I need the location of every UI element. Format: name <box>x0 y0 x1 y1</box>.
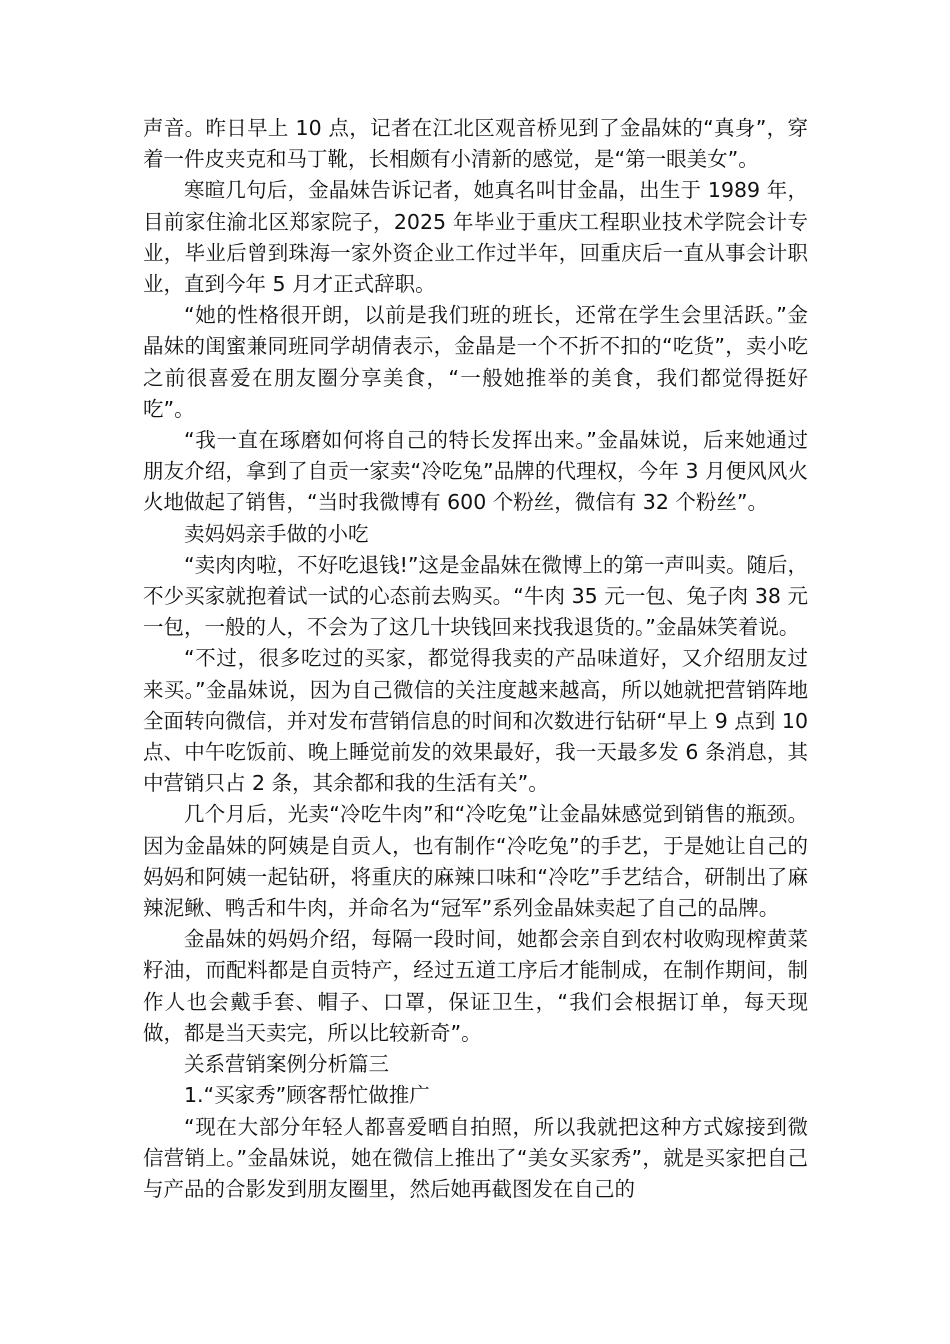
paragraph-friend-quote: “她的性格很开朗，以前是我们班的班长，还常在学生会里活跃。”金晶妹的闺蜜兼同班同学胡倩表示，金晶是一个不折不扣的“吃货”，卖小吃之前很喜爱在朋友圈分享美食，“一般她推举的美食，我们都觉得挺好吃”。 <box>143 303 808 421</box>
paragraph-buyer-show: “现在大部分年轻人都喜爱晒自拍照，所以我就把这种方式嫁接到微信营销上。”金晶妹说，她在微信上推出了“美女买家秀”，就是买家把自己与产品的合影发到朋友圈里，然后她再截图发在自己的 <box>143 1114 808 1201</box>
paragraph-own-brand: 几个月后，光卖“冷吃牛肉”和“冷吃兔”让金晶妹感觉到销售的瓶颈。因为金晶妹的阿姨是自贡人，也有制作“冷吃兔”的手艺，于是她让自己的妈妈和阿姨一起钻研，将重庆的麻辣口味和“冷吃”手艺结合，研制出了麻辣泥鳅、鸭舌和牛肉，并命名为“冠军”系列金晶妹卖起了自己的品牌。 <box>143 802 808 921</box>
paragraph-continuation: 声音。昨日早上 10 点，记者在江北区观音桥见到了金晶妹的“真身”，穿着一件皮夹克和马丁靴，长相颇有小清新的感觉，是“第一眼美女”。 <box>143 116 808 172</box>
paragraph-wechat-marketing: “不过，很多吃过的买家，都觉得我卖的产品味道好，又介绍朋友过来买。”金晶妹说，因为自己微信的关注度越来越高，所以她就把营销阵地全面转向微信，并对发布营销信息的时间和次数进行钻研“早上 9 点到 10 点、中午吃饭前、晚上睡觉前发的效果最好，我一天最多发 6 条消息，其中营销只占 2 条，其余都和我的生活有关”。 <box>143 646 808 796</box>
paragraph-background: 寒暄几句后，金晶妹告诉记者，她真名叫甘金晶，出生于 1989 年，目前家住渝北区郑家院子，2025 年毕业于重庆工程职业技术学院会计专业，毕业后曾到珠海一家外资企业工作过半年，回重庆后一直从事会计职业，直到今年 5 月才正式辞职。 <box>143 178 808 297</box>
paragraph-agency: “我一直在琢磨如何将自己的特长发挥出来。”金晶妹说，后来她通过朋友介绍，拿到了自贡一家卖“冷吃兔”品牌的代理权，今年 3 月便风风火火地做起了销售，“当时我微博有 600 个粉丝，微信有 32 个粉丝”。 <box>143 428 808 515</box>
paragraph-first-sale: “卖肉肉啦，不好吃退钱!”这是金晶妹在微博上的第一声叫卖。随后，不少买家就抱着试一试的心态前去购买。“牛肉 35 元一包、兔子肉 38 元一包，一般的人，不会为了这几十块钱回来找我退货的。”金晶妹笑着说。 <box>143 552 808 640</box>
paragraph-production: 金晶妹的妈妈介绍，每隔一段时间，她都会亲自到农村收购现榨黄菜籽油，而配料都是自贡特产，经过五道工序后才能制成，在制作期间，制作人也会戴手套、帽子、口罩，保证卫生，“我们会根据订单，每天现做，都是当天卖完，所以比较新奇”。 <box>143 927 808 1045</box>
section-heading-case-three: 关系营销案例分析篇三 <box>184 1052 389 1077</box>
document-body <box>143 113 808 1205</box>
subsection-heading-buyer-show: 1.“买家秀”顾客帮忙做推广 <box>184 1083 430 1108</box>
section-heading-homemade-snacks: 卖妈妈亲手做的小吃 <box>184 521 369 546</box>
